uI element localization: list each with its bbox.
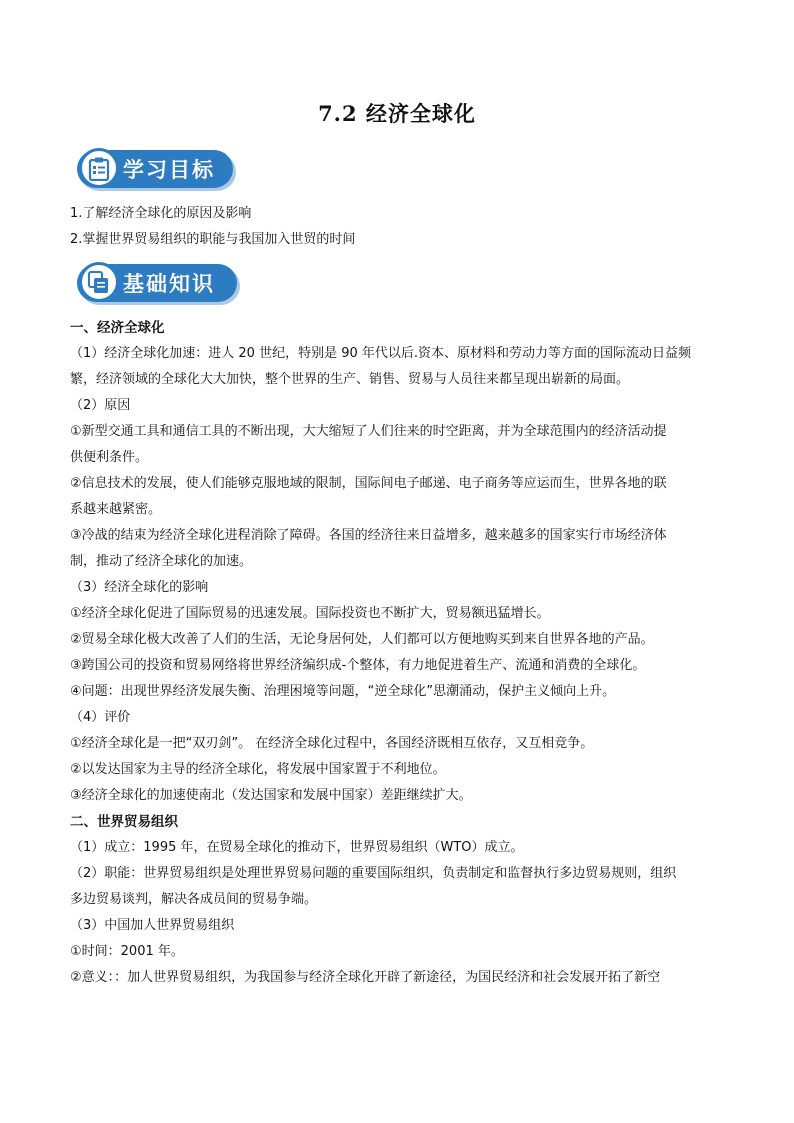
banner-learning-goals xyxy=(77,150,235,192)
subheading: （3）经济全球化的影响 xyxy=(70,580,209,595)
subheading: （4）评价 xyxy=(70,710,131,725)
paragraph-line: ②信息技术的发展，使人们能够克服地域的限制，国际间电子邮递、电子商务等应运而生，世界各地的联 xyxy=(70,476,667,491)
paragraph-line: ②贸易全球化极大改善了人们的生活，无论身居何处，人们都可以方便地购买到来自世界各地的产品。 xyxy=(70,632,654,647)
banner-label: 学习目标 xyxy=(123,158,215,182)
banner-basic-knowledge xyxy=(77,264,241,306)
paragraph-line: ②意义：：加人世界贸易组织，为我国参与经济全球化开辟了新途径，为国民经济和社会发展开拓了新空 xyxy=(70,970,661,985)
goal-item: 2.掌握世界贸易组织的职能与我国加入世贸的时间 xyxy=(70,232,356,247)
paragraph-line: ①经济全球化促进了国际贸易的迅速发展。国际投资也不断扩大，贸易额迅猛增长。 xyxy=(70,606,550,621)
paragraph-line: ①时间：2001 年。 xyxy=(70,944,184,959)
paragraph-line: 系越来越紧密。 xyxy=(70,502,162,517)
knowledge-body xyxy=(70,315,730,991)
paragraph-line: ③跨国公司的投资和贸易网络将世界经济编织成-个整体，有力地促进着生产、流通和消费的全球化。 xyxy=(70,658,646,673)
banner-label: 基础知识 xyxy=(123,272,215,296)
section-heading: 二、世界贸易组织 xyxy=(70,814,178,830)
paragraph-line: （1）成立：1995 年，在贸易全球化的推动下，世界贸易组织（WTO）成立。 xyxy=(70,840,524,855)
clipboard-icon xyxy=(79,148,119,188)
paragraph-line: ④问题：出现世界经济发展失衡、治理困境等问题，“逆全球化”思潮涌动，保护主义倾向上升。 xyxy=(70,684,616,699)
paragraph-line: ①新型交通工具和通信工具的不断出现，大大缩短了人们往来的时空距离，并为全球范围内的经济活动提 xyxy=(70,424,667,439)
paragraph-line: ②以发达国家为主导的经济全球化，将发展中国家置于不利地位。 xyxy=(70,762,446,777)
goals-list xyxy=(70,201,730,253)
paragraph-line: ③冷战的结束为经济全球化进程消除了障碍。各国的经济往来日益增多，越来越多的国家实行市场经济体 xyxy=(70,528,667,543)
paragraph-line: 繁，经济领域的全球化大大加快，整个世界的生产、销售、贸易与人员往来都呈现出崭新的局面。 xyxy=(70,372,630,387)
documents-icon xyxy=(79,262,119,302)
subheading: （2）原因 xyxy=(70,398,131,413)
paragraph-line: 供便利条件。 xyxy=(70,450,149,465)
paragraph-line: （2）职能：世界贸易组织是处理世界贸易问题的重要国际组织，负责制定和监督执行多边贸易规则，组织 xyxy=(70,866,677,881)
goal-item: 1.了解经济全球化的原因及影响 xyxy=(70,206,252,221)
paragraph-line: 制，推动了经济全球化的加速。 xyxy=(70,554,253,569)
subheading: （3）中国加人世界贸易组织 xyxy=(70,918,235,933)
section-heading: 一、经济全球化 xyxy=(70,320,165,336)
paragraph-line: ③经济全球化的加速使南北（发达国家和发展中国家）差距继续扩大。 xyxy=(70,788,472,803)
paragraph-line: 多边贸易谈判，解决各成员间的贸易争端。 xyxy=(70,892,318,907)
paragraph-line: （1）经济全球化加速：进人 20 世纪，特别是 90 年代以后.资本、原材料和劳动力等方面的国际流动日益频 xyxy=(70,346,692,361)
paragraph-line: ①经济全球化是一把“双刃剑”。 在经济全球化过程中，各国经济既相互依存，又互相竞争。 xyxy=(70,736,594,751)
page-title: 7.2 经济全球化 xyxy=(318,101,476,126)
